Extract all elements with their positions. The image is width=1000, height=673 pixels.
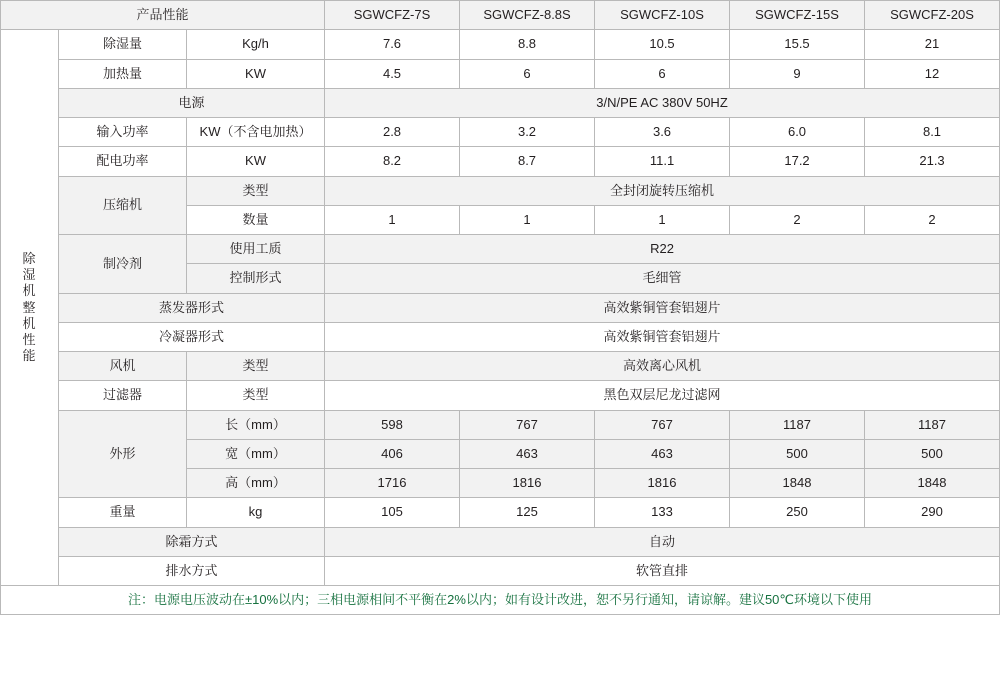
cell-value: 6 — [460, 59, 595, 88]
cell-value: 21.3 — [865, 147, 1000, 176]
cell-value: 10.5 — [595, 30, 730, 59]
table-row — [1, 176, 1000, 205]
cell-value: 9 — [730, 59, 865, 88]
table-row — [1, 118, 1000, 147]
table-row — [1, 381, 1000, 410]
cell-value-merged: 3/N/PE AC 380V 50HZ — [325, 88, 1000, 117]
cell-value: 105 — [325, 498, 460, 527]
cell-value: 3.2 — [460, 118, 595, 147]
cell-value: 8.7 — [460, 147, 595, 176]
cell-value: 2.8 — [325, 118, 460, 147]
group-label-filter: 过滤器 — [59, 381, 187, 410]
table-row — [1, 235, 1000, 264]
cell-value: 598 — [325, 410, 460, 439]
group-label-compressor: 压缩机 — [59, 176, 187, 235]
cell-value: 290 — [865, 498, 1000, 527]
cell-value: 1848 — [865, 469, 1000, 498]
side-char: 除 — [22, 250, 37, 266]
cell-value-merged: R22 — [325, 235, 1000, 264]
header-model-4: SGWCFZ-15S — [730, 1, 865, 30]
cell-value-merged: 黑色双层尼龙过滤网 — [325, 381, 1000, 410]
cell-value: 8.8 — [460, 30, 595, 59]
cell-value: 1716 — [325, 469, 460, 498]
group-label-fan: 风机 — [59, 352, 187, 381]
cell-value: 500 — [865, 439, 1000, 468]
cell-value: 1 — [595, 205, 730, 234]
table-note: 注：电源电压波动在±10%以内；三相电源相间不平衡在2%以内；如有设计改进，恕不另行通知，请谅解。建议50℃环境以下使用 — [1, 586, 1000, 615]
cell-value-merged: 高效紫铜管套铝翅片 — [325, 322, 1000, 351]
row-item-label: 宽（mm） — [187, 439, 325, 468]
table-row — [1, 498, 1000, 527]
cell-value-merged: 全封闭旋转压缩机 — [325, 176, 1000, 205]
cell-value: 2 — [730, 205, 865, 234]
row-item-label: 类型 — [187, 381, 325, 410]
cell-value: 406 — [325, 439, 460, 468]
cell-value: 1848 — [730, 469, 865, 498]
cell-value: 1187 — [730, 410, 865, 439]
cell-value: 463 — [460, 439, 595, 468]
side-char: 机 — [22, 315, 37, 331]
cell-value: 767 — [595, 410, 730, 439]
cell-value-merged: 软管直排 — [325, 556, 1000, 585]
row-item-label: 电源 — [59, 88, 325, 117]
table-header-row — [1, 1, 1000, 30]
header-title: 产品性能 — [1, 1, 325, 30]
cell-value: 8.1 — [865, 118, 1000, 147]
cell-value: 6 — [595, 59, 730, 88]
row-item-label: 类型 — [187, 352, 325, 381]
row-unit-label: KW（不含电加热） — [187, 118, 325, 147]
group-label-refrigerant: 制冷剂 — [59, 235, 187, 294]
side-char: 能 — [22, 348, 37, 364]
row-item-label: 使用工质 — [187, 235, 325, 264]
table-row — [1, 147, 1000, 176]
table-row — [1, 30, 1000, 59]
table-row — [1, 88, 1000, 117]
row-item-label: 输入功率 — [59, 118, 187, 147]
cell-value: 1187 — [865, 410, 1000, 439]
cell-value: 6.0 — [730, 118, 865, 147]
row-item-label: 数量 — [187, 205, 325, 234]
cell-value: 3.6 — [595, 118, 730, 147]
row-item-label: 高（mm） — [187, 469, 325, 498]
row-item-label: 排水方式 — [59, 556, 325, 585]
cell-value: 21 — [865, 30, 1000, 59]
header-model-2: SGWCFZ-8.8S — [460, 1, 595, 30]
row-item-label: 重量 — [59, 498, 187, 527]
side-char: 整 — [22, 299, 37, 315]
cell-value: 11.1 — [595, 147, 730, 176]
table-row — [1, 556, 1000, 585]
side-label — [1, 30, 59, 586]
cell-value: 133 — [595, 498, 730, 527]
side-char: 湿 — [22, 267, 37, 282]
row-item-label: 类型 — [187, 176, 325, 205]
table-row — [1, 527, 1000, 556]
row-unit-label: KW — [187, 59, 325, 88]
side-char: 性 — [22, 332, 37, 347]
header-model-3: SGWCFZ-10S — [595, 1, 730, 30]
cell-value: 1816 — [595, 469, 730, 498]
cell-value-merged: 高效离心风机 — [325, 352, 1000, 381]
cell-value-merged: 高效紫铜管套铝翅片 — [325, 293, 1000, 322]
header-model-5: SGWCFZ-20S — [865, 1, 1000, 30]
cell-value: 8.2 — [325, 147, 460, 176]
table-row — [1, 352, 1000, 381]
row-item-label: 加热量 — [59, 59, 187, 88]
cell-value: 17.2 — [730, 147, 865, 176]
table-row — [1, 410, 1000, 439]
table-row — [1, 59, 1000, 88]
cell-value: 463 — [595, 439, 730, 468]
cell-value: 1816 — [460, 469, 595, 498]
cell-value: 125 — [460, 498, 595, 527]
row-item-label: 配电功率 — [59, 147, 187, 176]
cell-value: 4.5 — [325, 59, 460, 88]
cell-value: 1 — [460, 205, 595, 234]
cell-value: 15.5 — [730, 30, 865, 59]
side-char: 机 — [22, 283, 37, 299]
header-model-1: SGWCFZ-7S — [325, 1, 460, 30]
cell-value-merged: 自动 — [325, 527, 1000, 556]
row-item-label: 控制形式 — [187, 264, 325, 293]
table-note-row — [1, 586, 1000, 615]
cell-value: 250 — [730, 498, 865, 527]
cell-value: 12 — [865, 59, 1000, 88]
cell-value: 7.6 — [325, 30, 460, 59]
row-item-label: 蒸发器形式 — [59, 293, 325, 322]
group-label-shape: 外形 — [59, 410, 187, 498]
cell-value: 2 — [865, 205, 1000, 234]
row-unit-label: KW — [187, 147, 325, 176]
cell-value-merged: 毛细管 — [325, 264, 1000, 293]
table-row — [1, 322, 1000, 351]
row-item-label: 除霜方式 — [59, 527, 325, 556]
cell-value: 767 — [460, 410, 595, 439]
row-item-label: 长（mm） — [187, 410, 325, 439]
row-unit-label: kg — [187, 498, 325, 527]
cell-value: 500 — [730, 439, 865, 468]
cell-value: 1 — [325, 205, 460, 234]
row-unit-label: Kg/h — [187, 30, 325, 59]
row-item-label: 除湿量 — [59, 30, 187, 59]
row-item-label: 冷凝器形式 — [59, 322, 325, 351]
table-row — [1, 293, 1000, 322]
